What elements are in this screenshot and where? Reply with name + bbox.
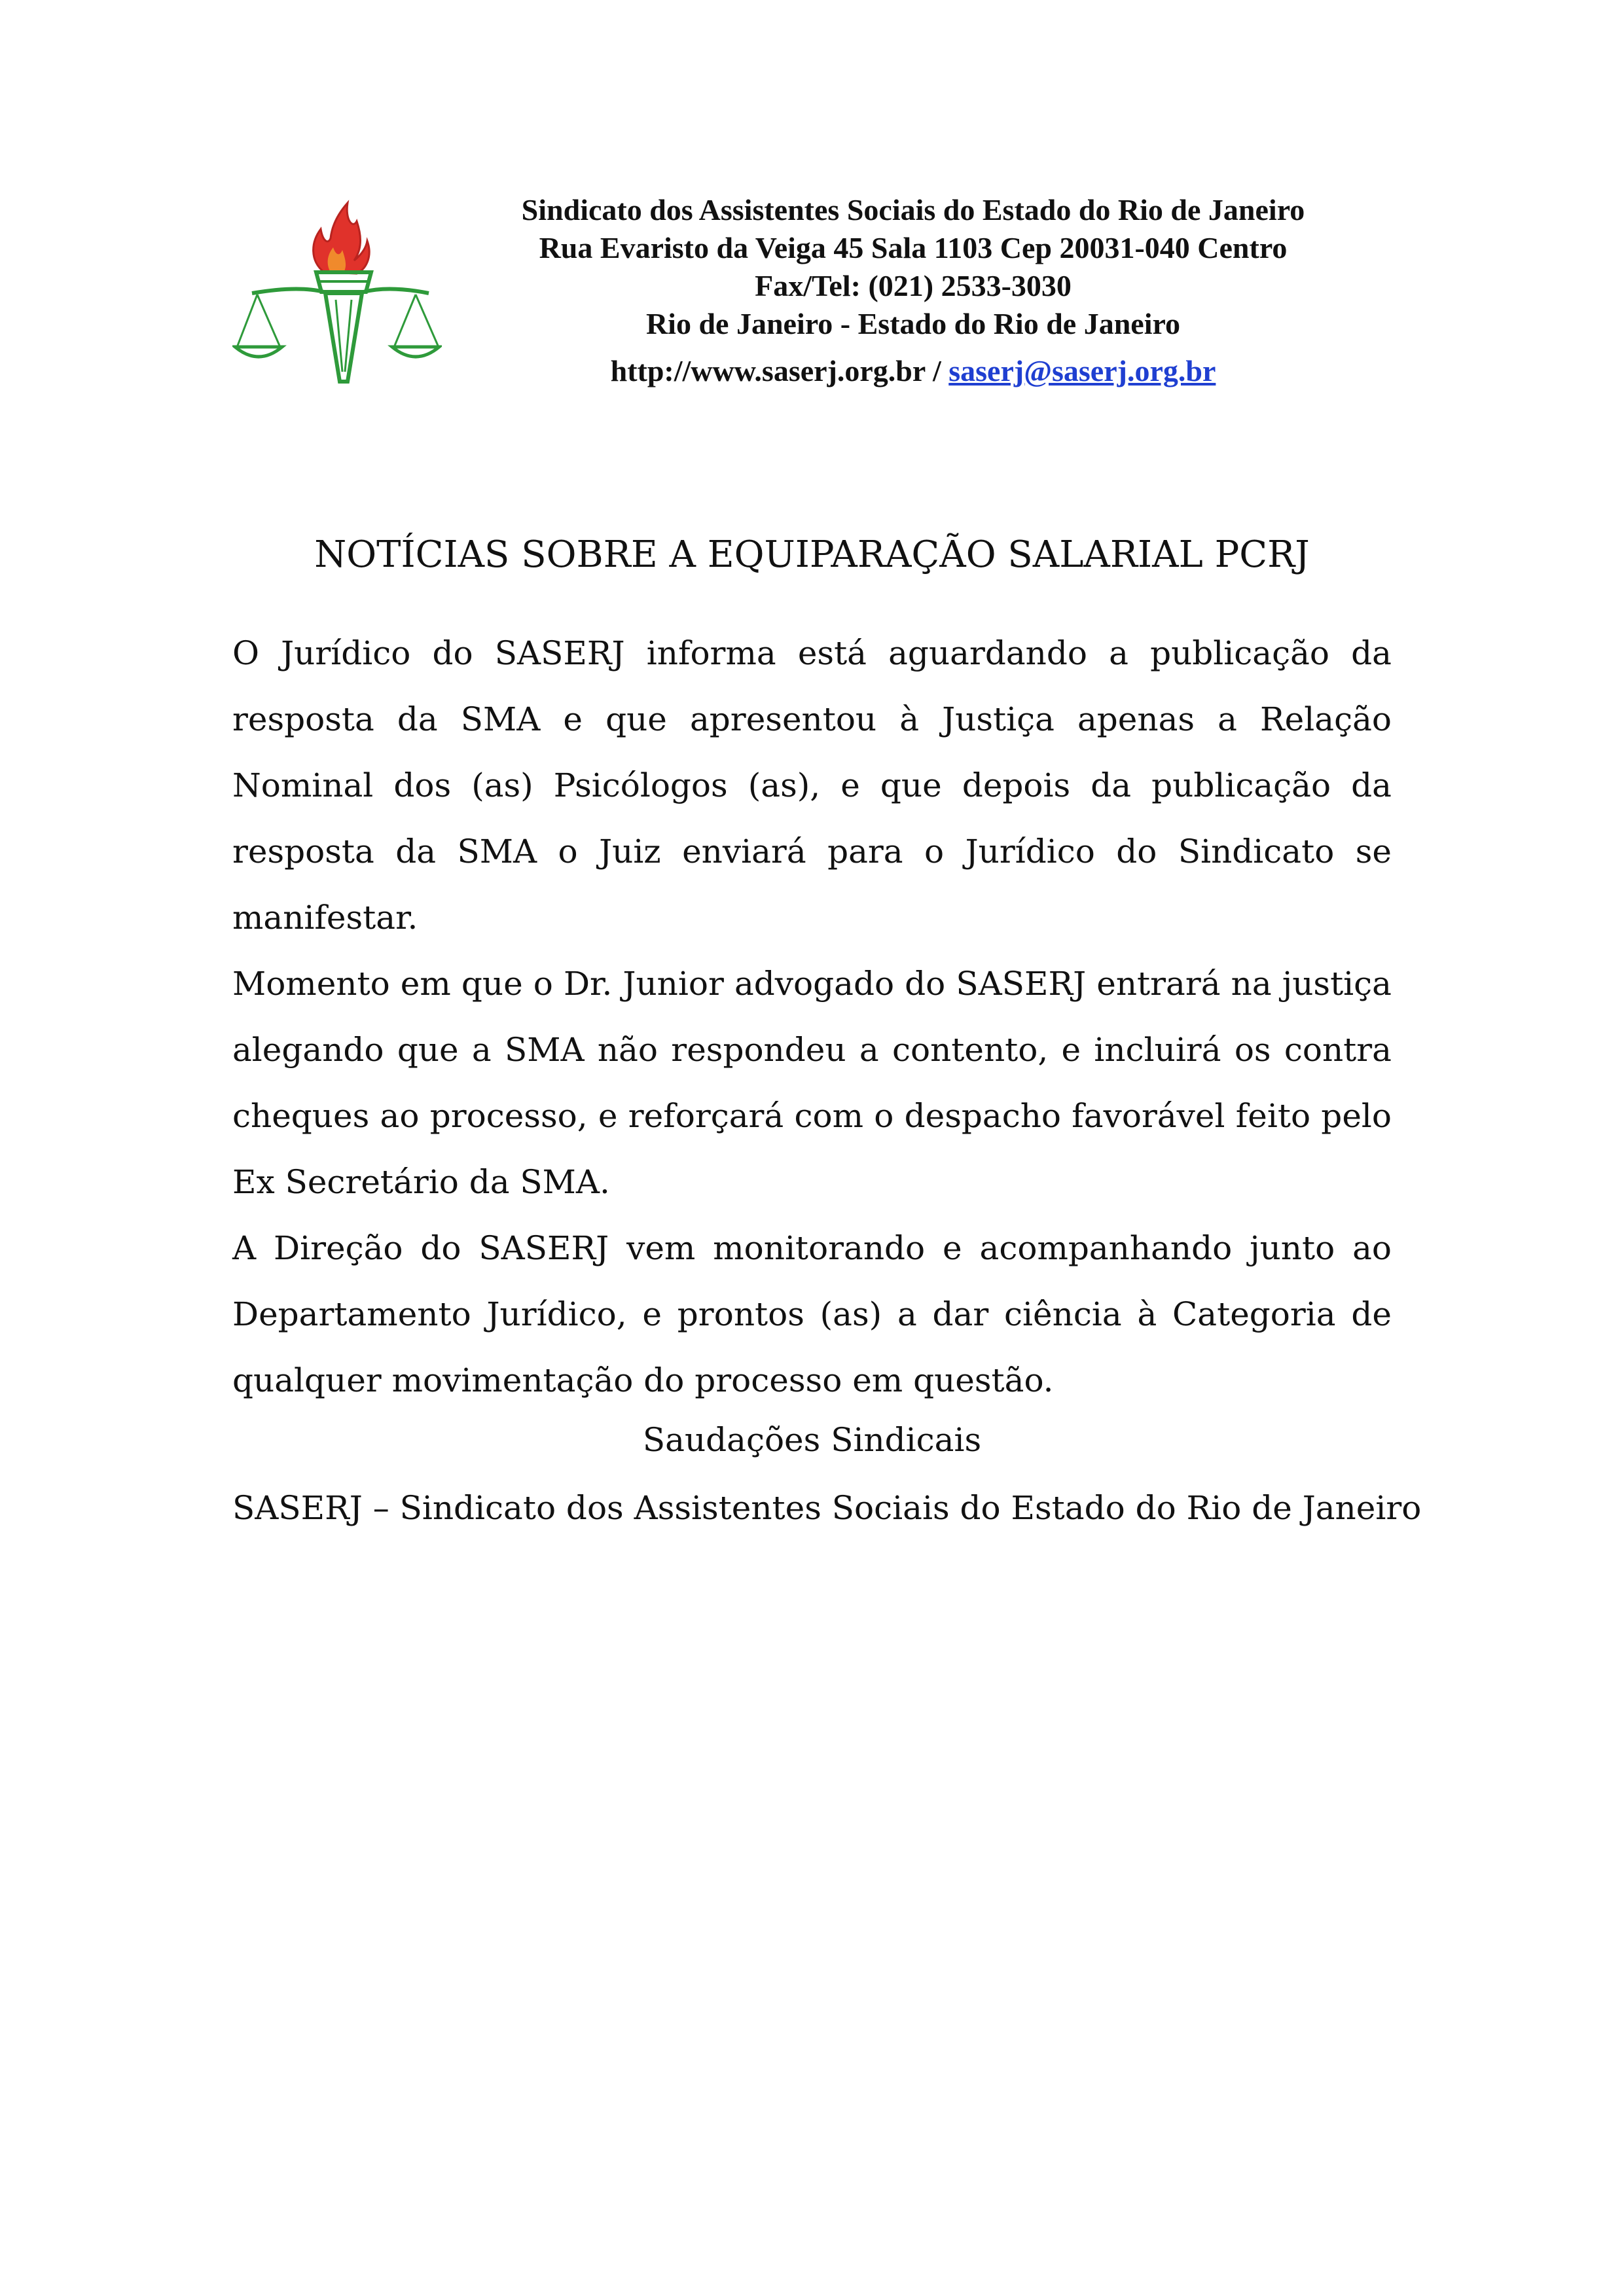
document-body [232, 620, 1392, 1414]
closing-signature: SASERJ – Sindicato dos Assistentes Sociais do Estado do Rio de Janeiro [232, 1489, 1422, 1527]
closing-greeting: Saudações Sindicais [642, 1421, 982, 1459]
closing-block [232, 1406, 1422, 1542]
paragraph: O Jurídico do SASERJ informa está aguardando a publicação da resposta da SMA e que apresentou à Justiça apenas a Relação Nominal dos (as) Psicólogos (as), e que depois da publicação da resposta da SMA o Juiz enviará para o Jurídico do Sindicato se manifestar. [232, 634, 1392, 937]
torch-and-scales-logo-icon [232, 195, 442, 391]
paragraph: Momento em que o Dr. Junior advogado do SASERJ entrará na justiça alegando que a SMA não respondeu a contento, e incluirá os contra cheques ao processo, e reforçará com o despacho favorável feito pelo Ex Secretário da SMA. [232, 965, 1392, 1201]
org-address: Rua Evaristo da Veiga 45 Sala 1103 Cep 20031-040 Centro [539, 231, 1288, 264]
org-city-state: Rio de Janeiro - Estado do Rio de Janeiro [645, 307, 1181, 340]
document-title: NOTÍCIAS SOBRE A EQUIPARAÇÃO SALARIAL PCRJ [314, 533, 1310, 576]
org-phone: Fax/Tel: (021) 2533-3030 [755, 269, 1072, 302]
email-link[interactable]: saserj@saserj.org.br [948, 354, 1216, 387]
paragraph: A Direção do SASERJ vem monitorando e acompanhando junto ao Departamento Jurídico, e prontos (as) a dar ciência à Categoria de qualquer movimentação do processo em questão. [232, 1229, 1392, 1399]
contact-line [458, 352, 1368, 390]
letterhead [458, 191, 1368, 390]
website-text: http://www.saserj.org.br / [610, 354, 941, 387]
org-name: Sindicato dos Assistentes Sociais do Estado do Rio de Janeiro [521, 193, 1305, 226]
